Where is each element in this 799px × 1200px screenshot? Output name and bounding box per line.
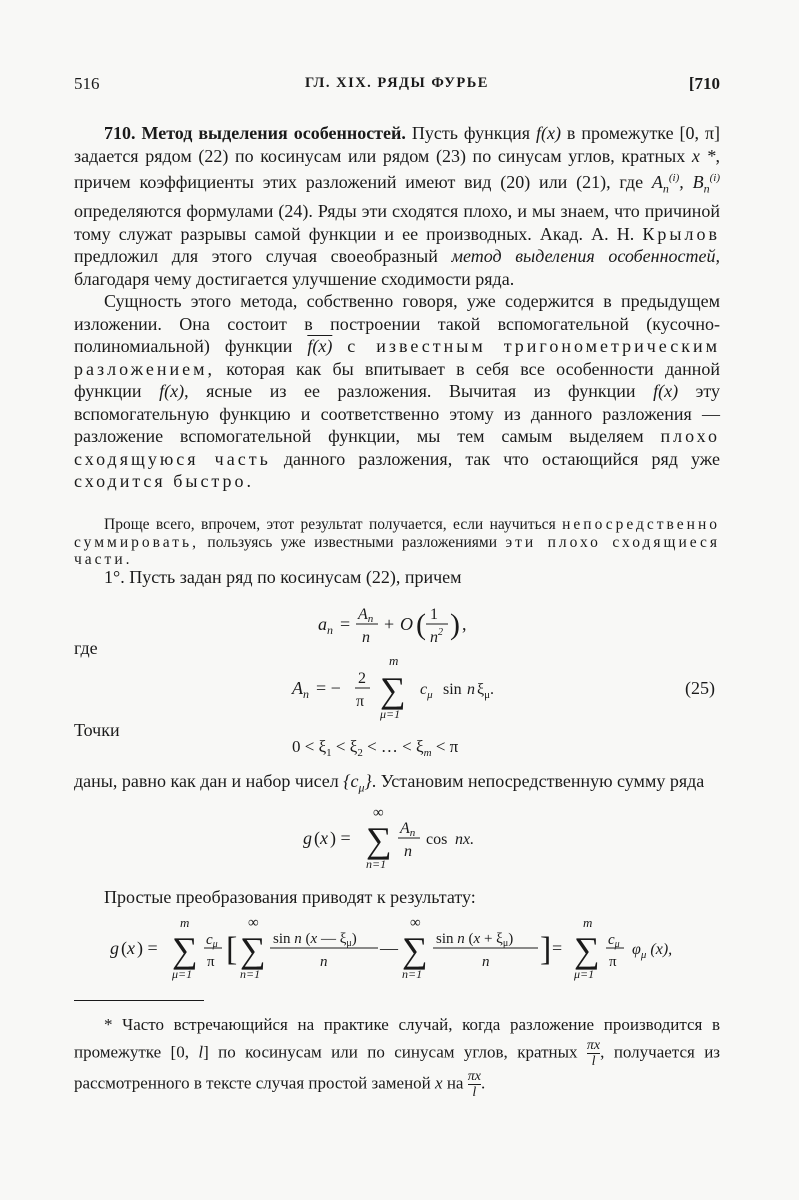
- footnote: * Часто встречающийся на практике случай, когда разложение производится в промежутке [0, l] по косинусам или по синусам углов, кратных $\frac{\pi x}{l}$ , получается из рассмотренного в тексте случая простой заменой x на $\frac{\pi x}{l}$ .: [74, 1015, 721, 1100]
- svg-text:n=1: n=1: [240, 967, 261, 981]
- section-title: Метод выделения особенностей.: [141, 123, 406, 143]
- text: пользуясь уже известными разложениями: [207, 533, 497, 551]
- svg-text:0 < ξ1 < ξ2 < … < ξm < π: $0 < \xi_1 < \xi_2$ < … < $\xi_m < \pi$: [292, 737, 459, 759]
- svg-text:sin: sin: [443, 681, 462, 698]
- text: , причем коэффициенты этих разложений имеют вид (20) или (21), где: [74, 145, 720, 192]
- svg-text:cμ: $c_\mu$: [206, 932, 218, 950]
- text: предложил для этого случая своеобразный: [74, 246, 438, 267]
- formula-An: [0, 652, 799, 724]
- svg-text:∞: ∞: [410, 918, 421, 931]
- svg-text:1: 1: [430, 606, 438, 623]
- svg-text:[: [: [226, 931, 238, 968]
- math-fx: f(x): [159, 381, 185, 402]
- svg-text:An: $A_n$: [292, 678, 309, 701]
- fraction-pix-l: [468, 1069, 481, 1100]
- svg-text:g: g: [303, 828, 312, 848]
- svg-text:n: n: [362, 629, 370, 646]
- spaced-text: непосредственно суммировать,: [74, 516, 720, 551]
- main-text: [74, 122, 720, 493]
- running-title: ГЛ. XIX. РЯДЫ ФУРЬЕ: [305, 75, 489, 91]
- paragraph-2: [74, 290, 720, 493]
- author-name: Крылов: [642, 223, 720, 244]
- given-text: [74, 770, 720, 799]
- svg-text:x: x: [320, 828, 328, 848]
- svg-text:π: π: [356, 693, 365, 710]
- svg-text:2: 2: [358, 670, 366, 687]
- small-print-paragraph: [74, 516, 720, 569]
- svg-text:∑: ∑: [240, 930, 266, 970]
- given-paragraph: [74, 770, 720, 799]
- svg-text:m: m: [180, 918, 190, 930]
- text: . Установим непосредственную сумму ряда: [371, 771, 705, 791]
- spaced-text: с известным тригонометрическим разложением,: [74, 336, 720, 379]
- svg-text:π: π: [207, 954, 215, 970]
- fraction-num: πx: [467, 1069, 481, 1084]
- svg-text:μ=1: μ=1: [380, 707, 401, 721]
- svg-text:—: —: [380, 938, 398, 958]
- text: определяются формулами (24). Ряды эти сходятся плохо, и мы знаем, что причиной тому служат разрывы самой функции и ее производных. Акад. А. Н.: [74, 201, 720, 244]
- svg-text:∑: ∑: [574, 930, 600, 970]
- fraction-num: πx: [586, 1038, 601, 1053]
- spaced-text: эти плохо сходящиеся части.: [74, 533, 721, 568]
- svg-text:O: O: [400, 614, 413, 634]
- svg-text:): ): [450, 608, 460, 641]
- svg-text:μ=1: μ=1: [574, 967, 595, 981]
- formula-gx-svg: [0, 808, 799, 874]
- fraction-pix-l: [587, 1038, 600, 1069]
- svg-text:∑: ∑: [402, 930, 428, 970]
- svg-text:m: m: [583, 918, 593, 930]
- svg-text:=: =: [340, 614, 351, 634]
- text: в промежутке [0, π] задается рядом (22) по косинусам или рядом (23) по синусам углов, кратных: [74, 123, 721, 166]
- svg-text:(: (: [121, 938, 127, 958]
- svg-text:= −: = −: [316, 678, 341, 698]
- svg-text:n=1: n=1: [402, 967, 423, 981]
- text: получается из рассмотренного в тексте случая простой заменой: [74, 1042, 721, 1093]
- math-l: l: [198, 1042, 204, 1062]
- method-name: метод выделения особенностей,: [451, 246, 721, 267]
- math-fx: f(x): [653, 381, 679, 402]
- formula-result: [0, 918, 799, 984]
- svg-text:An: An: [358, 606, 374, 625]
- text: Сущность этого метода, собственно говоря, уже содержится в предыдущем изложении. Она состоит в построении такой вспомогательной (кусочно-полиномиальной) функции: [74, 291, 720, 357]
- text: Часто встречающийся на практике случай, когда разложение производится в промежутке [0,: [74, 1015, 720, 1062]
- svg-text:n2: $n^2$: [430, 627, 443, 646]
- text: Проще всего, впрочем, этот результат получается, если научиться: [104, 516, 556, 533]
- svg-text:n=1: n=1: [366, 857, 387, 871]
- svg-text:n: n: [467, 681, 475, 698]
- page-number: 516: [74, 74, 100, 93]
- svg-text:+: +: [384, 614, 395, 634]
- paragraph-1: [74, 122, 720, 290]
- footnote-marker: *: [104, 1015, 113, 1034]
- text: данного разложения, так что остающийся ряд уже: [283, 448, 720, 469]
- svg-text:) =: ) =: [330, 828, 351, 848]
- svg-text:an: $a_n$: [318, 614, 333, 637]
- svg-text:cμ: $c_\mu$: [608, 932, 620, 950]
- simple-text: Простые преобразования приводят к результату:: [104, 887, 476, 907]
- svg-text:x: x: [127, 938, 135, 958]
- formula-gx: [0, 808, 799, 874]
- math-x: x: [435, 1073, 443, 1093]
- text: ] по косинусам или по синусам углов, кратных: [203, 1042, 578, 1062]
- svg-text:m: m: [389, 653, 399, 668]
- text: которая как бы впитывает в себя все особенности данной функции: [74, 358, 721, 402]
- text: эту вспомогательную функцию и соответственно этому из данного разложения — разложение вспомогательной функции, мы тем самым выделяем: [74, 381, 721, 447]
- text: даны, равно как дан и набор чисел: [74, 771, 339, 791]
- formula-an-svg: [0, 598, 799, 648]
- equation-number: (25): [685, 678, 715, 698]
- svg-text:cμ: $c_\mu$: [420, 681, 433, 701]
- text: благодаря чему достигается улучшение сходимости ряда.: [74, 268, 515, 289]
- svg-text:(: (: [416, 608, 426, 641]
- formula-result-svg: [0, 918, 799, 984]
- paragraph-3: [74, 516, 720, 569]
- svg-text:nx.: nx.: [455, 831, 475, 848]
- fraction-den: l: [591, 1054, 596, 1069]
- section-ref: [710: [688, 74, 720, 93]
- math-fx: f(x): [535, 123, 561, 143]
- math-fbar: f(x): [307, 336, 333, 357]
- svg-text:n: n: [482, 954, 490, 970]
- formula-an: [0, 598, 799, 648]
- section-number: 710.: [104, 123, 136, 143]
- svg-text:) =: ) =: [137, 938, 158, 958]
- svg-text:∑: ∑: [380, 670, 406, 710]
- svg-text:n: n: [320, 954, 328, 970]
- svg-text:∞: ∞: [248, 918, 259, 931]
- points-label: Точки: [74, 720, 120, 740]
- page-header: [74, 74, 720, 102]
- formula-An-svg: [0, 652, 799, 724]
- svg-text:π: π: [609, 954, 617, 970]
- spaced-text: сходится быстро.: [74, 471, 255, 492]
- fraction-den: l: [472, 1085, 477, 1100]
- svg-text:∞: ∞: [373, 808, 384, 821]
- text: , ясные из ее разложения. Вычитая из функции: [184, 381, 636, 402]
- svg-text:φμ (x),: $\varphi_\mu$ (x),: [632, 941, 673, 961]
- svg-text:g: g: [110, 938, 119, 958]
- math-cmu: $\{c_\mu\}$: [343, 771, 372, 795]
- svg-text:An: An: [400, 820, 416, 839]
- svg-text:(: (: [314, 828, 320, 848]
- svg-text:cos: cos: [426, 831, 448, 848]
- svg-text:sin n (x — ξμ): sin n (x — $\xi_\mu$): [273, 931, 357, 949]
- item-1-text: 1°. Пусть задан ряд по косинусам (22), причем: [104, 567, 462, 587]
- svg-text:ξμ.: $\xi_\mu$.: [477, 681, 495, 701]
- text: на: [446, 1073, 464, 1093]
- text: Пусть функция: [411, 123, 530, 143]
- item-1: [74, 566, 720, 589]
- where-label: где: [74, 638, 98, 658]
- math-coeffs: $A_n^{(i)}$, $B_n^{(i)}$: [651, 172, 720, 196]
- svg-text:=: =: [552, 938, 563, 958]
- formula-ordering-svg: [0, 730, 799, 760]
- svg-text:sin n (x + ξμ): sin n $(x + \xi_\mu)$: [436, 931, 514, 949]
- footnote-rule: [74, 1000, 204, 1001]
- math-xstar: x *: [691, 145, 716, 166]
- spaced-text: плохо сходящуюся часть: [74, 426, 720, 469]
- svg-text:μ=1: μ=1: [172, 967, 193, 981]
- formula-ordering: [0, 730, 799, 760]
- svg-text:,: ,: [462, 614, 467, 634]
- simple-paragraph: [74, 886, 720, 909]
- svg-text:]: ]: [540, 931, 552, 968]
- svg-text:n: n: [404, 843, 412, 860]
- svg-text:∑: ∑: [172, 930, 198, 970]
- svg-text:∑: ∑: [366, 820, 392, 860]
